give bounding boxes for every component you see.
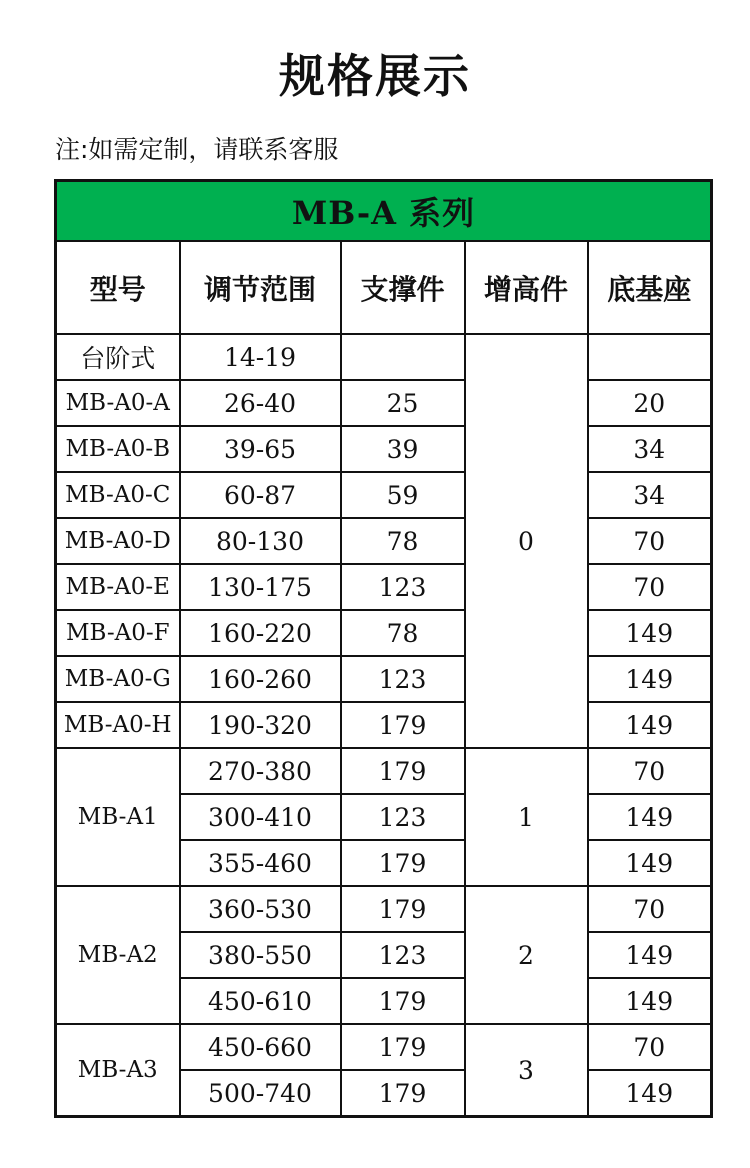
support-cell: 179 [341, 978, 465, 1024]
header-range: 调节范围 [180, 241, 341, 334]
base-cell: 149 [588, 656, 712, 702]
header-base: 底基座 [588, 241, 712, 334]
model-cell: MB-A0-C [56, 472, 180, 518]
table-row [56, 702, 712, 748]
base-cell: 70 [588, 1024, 712, 1070]
support-cell: 39 [341, 426, 465, 472]
base-cell: 149 [588, 840, 712, 886]
model-cell: MB-A0-D [56, 518, 180, 564]
support-cell: 123 [341, 932, 465, 978]
base-cell: 149 [588, 1070, 712, 1117]
support-cell: 123 [341, 564, 465, 610]
riser-cell: 1 [465, 748, 588, 886]
range-cell: 60-87 [180, 472, 341, 518]
support-cell: 179 [341, 1024, 465, 1070]
model-cell: MB-A0-E [56, 564, 180, 610]
base-cell: 70 [588, 518, 712, 564]
support-cell: 179 [341, 840, 465, 886]
support-cell: 123 [341, 656, 465, 702]
support-cell: 179 [341, 748, 465, 794]
range-cell: 270-380 [180, 748, 341, 794]
range-cell: 300-410 [180, 794, 341, 840]
base-cell: 70 [588, 748, 712, 794]
spec-table [54, 179, 713, 1118]
range-cell: 160-220 [180, 610, 341, 656]
page-title: 规格展示 [279, 49, 471, 103]
column-header-row [56, 241, 712, 334]
table-row [56, 656, 712, 702]
table-row [56, 564, 712, 610]
table-row [56, 748, 712, 794]
table-row [56, 1024, 712, 1070]
range-cell: 380-550 [180, 932, 341, 978]
range-cell: 14-19 [180, 334, 341, 380]
range-cell: 355-460 [180, 840, 341, 886]
base-cell: 70 [588, 886, 712, 932]
base-cell: 34 [588, 426, 712, 472]
base-cell: 149 [588, 978, 712, 1024]
base-cell: 70 [588, 564, 712, 610]
range-cell: 39-65 [180, 426, 341, 472]
header-model: 型号 [56, 241, 180, 334]
table-row [56, 426, 712, 472]
base-cell: 149 [588, 794, 712, 840]
model-cell: MB-A1 [56, 748, 180, 886]
range-cell: 26-40 [180, 380, 341, 426]
table-row [56, 472, 712, 518]
model-cell: MB-A0-B [56, 426, 180, 472]
range-cell: 160-260 [180, 656, 341, 702]
support-cell: 78 [341, 610, 465, 656]
base-cell [588, 334, 712, 380]
base-cell: 34 [588, 472, 712, 518]
series-header-row [56, 181, 712, 242]
header-riser: 增高件 [465, 241, 588, 334]
riser-cell: 2 [465, 886, 588, 1024]
range-cell: 360-530 [180, 886, 341, 932]
range-cell: 450-610 [180, 978, 341, 1024]
series-title: MB-A 系列 [56, 181, 712, 242]
model-cell: MB-A0-F [56, 610, 180, 656]
model-cell: 台阶式 [56, 334, 180, 380]
model-cell: MB-A0-H [56, 702, 180, 748]
support-cell [341, 334, 465, 380]
support-cell: 179 [341, 886, 465, 932]
riser-cell: 0 [465, 334, 588, 748]
range-cell: 450-660 [180, 1024, 341, 1070]
model-cell: MB-A0-A [56, 380, 180, 426]
model-cell: MB-A0-G [56, 656, 180, 702]
range-cell: 500-740 [180, 1070, 341, 1117]
table-row [56, 886, 712, 932]
base-cell: 20 [588, 380, 712, 426]
table-row [56, 380, 712, 426]
range-cell: 80-130 [180, 518, 341, 564]
table-row [56, 334, 712, 380]
model-cell: MB-A2 [56, 886, 180, 1024]
support-cell: 123 [341, 794, 465, 840]
range-cell: 190-320 [180, 702, 341, 748]
base-cell: 149 [588, 932, 712, 978]
support-cell: 179 [341, 1070, 465, 1117]
riser-cell: 3 [465, 1024, 588, 1117]
header-support: 支撑件 [341, 241, 465, 334]
base-cell: 149 [588, 610, 712, 656]
support-cell: 179 [341, 702, 465, 748]
base-cell: 149 [588, 702, 712, 748]
support-cell: 78 [341, 518, 465, 564]
range-cell: 130-175 [180, 564, 341, 610]
support-cell: 59 [341, 472, 465, 518]
table-row [56, 518, 712, 564]
custom-order-note: 注:如需定制，请联系客服 [55, 135, 339, 164]
table-row [56, 610, 712, 656]
support-cell: 25 [341, 380, 465, 426]
model-cell: MB-A3 [56, 1024, 180, 1117]
